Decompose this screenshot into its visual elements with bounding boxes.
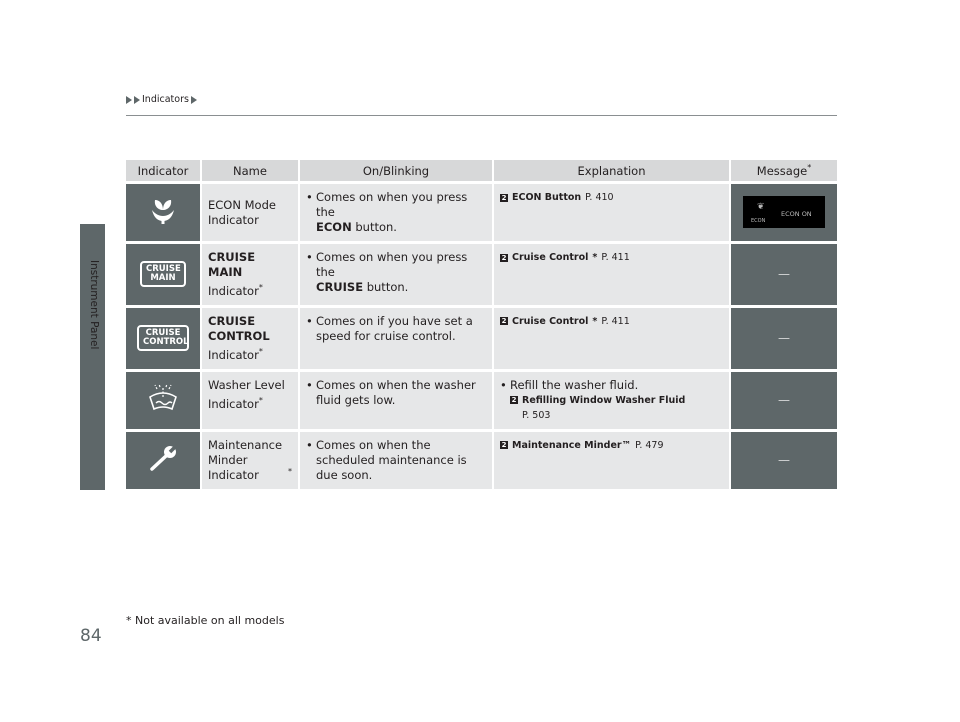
- text-part: Comes on when you press the: [316, 190, 468, 219]
- explanation-text: • Refill the washer fluid.: [500, 378, 723, 393]
- button-name: ECON: [316, 220, 352, 234]
- reference-arrow-icon: 2: [501, 317, 507, 326]
- econ-on-text: ECON ON: [781, 209, 812, 218]
- indicator-cell: [126, 244, 200, 305]
- reference-title: ECON Button: [512, 192, 582, 203]
- reference-page: P. 411: [601, 252, 630, 263]
- indicator-cell: [126, 308, 200, 369]
- header-indicator: Indicator: [126, 160, 200, 181]
- message-cell: —: [729, 372, 837, 429]
- reference-arrow-icon: 2: [501, 253, 507, 262]
- on-blinking-cell: [298, 372, 492, 429]
- header-explanation: Explanation: [492, 160, 729, 181]
- explanation-cell: [492, 432, 729, 489]
- on-blinking-text: • Comes on when the scheduled maintenance is due soon.: [306, 438, 486, 483]
- reference-title: Cruise Control: [512, 315, 589, 327]
- on-blinking-cell: [298, 184, 492, 241]
- reference-title: Cruise Control: [512, 252, 589, 263]
- indicator-name-suffix: Indicator: [208, 283, 259, 298]
- header-on-blinking: On/Blinking: [298, 160, 492, 181]
- econ-leaf-icon: ❦: [757, 201, 765, 212]
- indicator-name-suffix: Indicator: [208, 347, 259, 362]
- message-cell: —: [729, 308, 837, 369]
- econ-label: ECON: [751, 217, 766, 224]
- message-cell: —: [729, 244, 837, 305]
- button-name: CRUISE: [316, 280, 364, 294]
- indicator-name: ECON Mode Indicator: [208, 197, 276, 227]
- on-blinking-cell: [298, 244, 492, 305]
- reference-page: P. 503: [522, 409, 551, 421]
- on-blinking-text: [306, 190, 486, 235]
- table-row: [126, 308, 837, 369]
- explanation-cell: [492, 244, 729, 305]
- reference-page: P. 411: [601, 315, 630, 327]
- table-row: [126, 372, 837, 429]
- cross-reference[interactable]: 2 Cruise Control * P. 411: [501, 315, 630, 327]
- on-blinking-cell: [298, 308, 492, 369]
- header-name: Name: [200, 160, 298, 181]
- econ-leaf-icon: [146, 196, 180, 226]
- on-blinking-cell: [298, 432, 492, 489]
- text-part: button.: [351, 220, 397, 234]
- indicator-cell: [126, 432, 200, 489]
- on-blinking-text: [306, 250, 486, 295]
- reference-title: Refilling Window Washer Fluid: [522, 394, 686, 406]
- text-part: button.: [363, 280, 409, 294]
- cruise-main-icon: CRUISE MAIN: [140, 261, 186, 287]
- wrench-icon: [146, 443, 180, 473]
- breadcrumb-text: Indicators: [142, 94, 189, 105]
- indicator-name: Maintenance Minder Indicator: [208, 437, 283, 482]
- name-cell: Maintenance Minder Indicator *: [200, 432, 298, 489]
- indicator-name: CRUISE MAIN: [208, 250, 256, 279]
- cross-reference[interactable]: [500, 190, 723, 205]
- on-blinking-text: • Comes on if you have set a speed for cruise control.: [306, 314, 486, 344]
- indicator-cell: [126, 184, 200, 241]
- name-cell: CRUISE MAIN Indicator*: [200, 244, 298, 305]
- section-label: Instrument Panel: [88, 260, 100, 350]
- page-number: 84: [80, 626, 102, 646]
- header-rule: [126, 115, 837, 116]
- header-message: Message*: [729, 160, 837, 181]
- name-cell: CRUISE CONTROL Indicator*: [200, 308, 298, 369]
- econ-message-display: [743, 196, 825, 228]
- text-part: Comes on when you press the: [316, 250, 468, 279]
- breadcrumb: [126, 94, 197, 105]
- triangle-icon: [126, 96, 132, 104]
- table-header-row: [126, 160, 837, 181]
- message-cell: [729, 184, 837, 241]
- indicator-name: CRUISE CONTROL: [208, 313, 270, 343]
- indicator-table: [126, 157, 837, 492]
- explanation-cell: [492, 308, 729, 369]
- triangle-icon: [134, 96, 140, 104]
- name-cell: Washer Level Indicator*: [200, 372, 298, 429]
- reference-arrow-icon: 2: [501, 193, 507, 202]
- cruise-control-icon: CRUISE CONTROL: [137, 325, 189, 351]
- cross-reference[interactable]: [500, 438, 723, 453]
- indicator-cell: [126, 372, 200, 429]
- table-row: [126, 184, 837, 241]
- table-row: [126, 432, 837, 489]
- cross-reference[interactable]: 2 Cruise Control * P. 411: [501, 252, 630, 263]
- name-cell: [200, 184, 298, 241]
- reference-arrow-icon: 2: [501, 441, 507, 450]
- on-blinking-text: • Comes on when the washer fluid gets low.: [306, 378, 486, 408]
- explanation-cell: [492, 372, 729, 429]
- triangle-icon: [191, 96, 197, 104]
- cross-reference[interactable]: [500, 393, 723, 408]
- message-cell: —: [729, 432, 837, 489]
- reference-arrow-icon: 2: [511, 396, 517, 405]
- reference-title: Maintenance Minder™: [512, 439, 632, 451]
- explanation-cell: [492, 184, 729, 241]
- table-row: [126, 244, 837, 305]
- reference-page: P. 479: [635, 439, 664, 451]
- washer-fluid-icon: [146, 383, 180, 413]
- footnote: * Not available on all models: [126, 614, 285, 627]
- reference-page: P. 410: [585, 192, 614, 203]
- indicator-name: Washer Level Indicator: [208, 377, 285, 411]
